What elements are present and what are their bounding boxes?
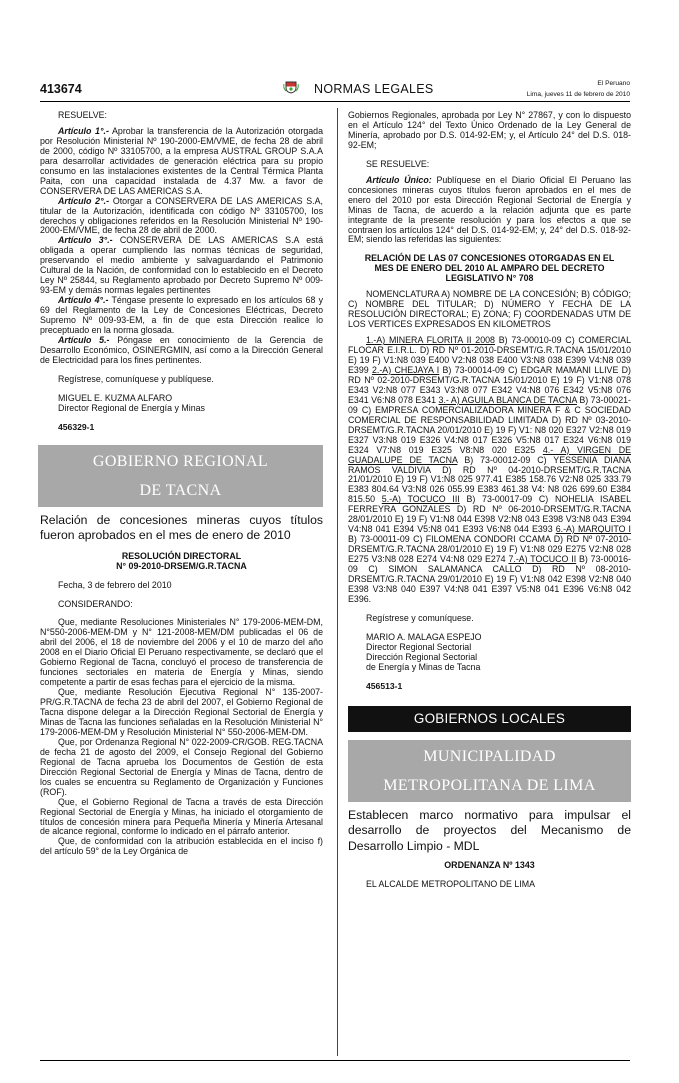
summary-title: Establecen marco normativo para impulsar el desarrollo de proyectos del Mecanismo de Desarrollo Limpio - MDL (348, 807, 631, 853)
coat-of-arms-icon (283, 80, 299, 94)
concession-name: 7.-A) TOCUCO II (508, 554, 577, 565)
resolution-number: N° 09-2010-DRSEM/G.R.TACNA (116, 560, 247, 571)
signer-title: Director Regional Sectorial (366, 641, 472, 652)
relation-title: RELACIÓN DE LAS 07 CONCESIONES OTORGADAS EN EL MES DE ENERO DEL 2010 AL AMPARO DEL DECRETO LEGISLATIVO N° 708 (364, 253, 615, 284)
header-rule (40, 101, 630, 102)
nomenclature: NOMENCLATURA A) NOMBRE DE LA CONCESIÓN; B) CÓDIGO; C) NOMBRE DEL TITULAR; D) NÚMERO Y FECHA DE LA RESOLUCIÓN DIRECTORAL; E) ZONA; F) COORDENADAS UTM DE LOS VERTICES EXPRESADOS EN KILOMETROS (348, 289, 631, 330)
concession-name: 3.- A) AGUILA BLANCA DE TACNA (438, 394, 577, 405)
section-bar-gobiernos-locales: GOBIERNOS LOCALES (348, 706, 631, 732)
ordinance-title: ORDENANZA Nº 1343 (444, 860, 535, 871)
paragraph: Que, mediante Resoluciones Ministeriales N° 179-2006-MEM-DM, N°550-2006-MEM-DM y N° 121-2008-MEM/DM publicadas el 06 de abril del 2006, el 18 de noviembre del 2006 y el 10 de marzo del año 2008 en el Diario Oficial El Peruano respectivamente, se declaró que el Gobierno Regional de Tacna, concluyó el proceso de transferencia de funciones sectoriales en materia de Energía y Minas, siendo competente a partir de esas fechas para el ejercicio de la misma. (40, 617, 323, 688)
notice-code: 456513-1 (366, 680, 403, 691)
se-resuelve-heading: SE RESUELVE: (366, 158, 430, 169)
article-4: Artículo 4°.- Téngase presente lo expresado en los artículos 68 y 69 del Reglamento de la Ley de Concesiones Eléctricas, Decreto Supremo Nº 009-93-EM, a fin de que esta Dirección realice lo preceptuado en la norma glosada. (40, 295, 323, 336)
registrese-line: Regístrese y comuníquese. (366, 612, 474, 623)
page-header (40, 78, 630, 100)
section-banner-gobierno-regional (38, 445, 323, 507)
right-column (348, 111, 631, 890)
footer-rule (40, 1060, 630, 1061)
notice-code: 456329-1 (58, 421, 95, 432)
banner-line-2: DE TACNA (139, 481, 222, 499)
concession-name: 5.-A) TOCUCO III (381, 494, 460, 505)
page-number: 413674 (40, 82, 82, 96)
paragraph: Que, de conformidad con la atribución establecida en el inciso f) del artículo 59° de la Ley Orgánica de (40, 836, 323, 857)
banner-line-1: MUNICIPALIDAD (423, 747, 556, 765)
resuelve-heading: RESUELVE: (58, 110, 107, 120)
paragraph: Que, por Ordenanza Regional N° 022-2009-CR/GOB. REG.TACNA de fecha 21 de agosto del 2009, el Consejo Regional del Gobierno Regional de Tacna aprueba los Documentos de Gestión de esta Dirección Regional Sectorial de Energía y Minas de Tacna, dentro de los cuales se encuentra su Reglamento de Organización y Funciones (ROF). (40, 736, 323, 797)
paragraph-continued: Gobiernos Regionales, aprobada por Ley N° 27867, y con lo dispuesto en el Artículo 124° del Texto Único Ordenado de la Ley General de Minería, aprobado por D.S. 014-92-EM; y, el Artículo 24° del D.S. 018-92-EM; (348, 110, 631, 150)
column-divider (337, 108, 338, 1056)
article-1: Artículo 1°.- Aprobar la transferencia de la Autorización otorgada por Resolución Ministerial Nº 190-2000-EM/VME, de fecha 28 de abril de 2000, código Nº 33105700, a la empresa AUSTRAL GROUP S.A.A para desarrollar actividades de generación eléctrica para su propio consumo en las instalaciones existentes de la Central Térmica Planta Paita, con una capacidad instalada de 4.37 Mw. a favor de CONSERVERA DE LAS AMERICAS S.A. (40, 125, 323, 196)
signer-title: Director Regional de Energía y Minas (58, 402, 205, 413)
concession-name: 4.- A) VIRGEN DE GUADALUPE DE TACNA (348, 444, 631, 465)
concession-name: 6.-A) MARQUITO I (555, 524, 631, 535)
article-3: Artículo 3°.- CONSERVERA DE LAS AMERICAS S.A está obligada a operar cumpliendo las normas técnicas de seguridad, preservando el medio ambiente y salvaguardando el Patrimonio Cultural de la Nación, de conformidad con lo establecido en el Decreto Ley Nº 25844, su Reglamento aprobado por Decreto Supremo Nº 009-93-EM y demás normas legales pertinentes (40, 235, 323, 296)
summary-title: Relación de concesiones mineras cuyos títulos fueron aprobados en el mes de enero de 2010 (40, 512, 323, 543)
registrese-line: Regístrese, comuníquese y publíquese. (58, 373, 214, 384)
signer-title: de Energía y Minas de Tacna (366, 661, 481, 672)
section-banner-municipalidad (348, 740, 631, 802)
article-2: Artículo 2°.- Otorgar a CONSERVERA DE LAS AMERICAS S.A, titular de la Autorización, identificada con código Nº 33105700, los derechos y obligaciones referidos en la Resolución Ministerial Nº 190-2000-EM/VME, de fecha 28 de abril de 2000. (40, 195, 323, 236)
paragraph: Que, mediante Resolución Ejecutiva Regional N° 135-2007-PR/G.R.TACNA de fecha 23 de abril del 2007, el Gobierno Regional de Tacna dispone delegar a la Dirección Regional Sectorial de Energía y Minas de Tacna las funciones señaladas en la Resolución Ministerial N° 179-2006-MEM-DM y Resolución Ministerial N° 550-2006-MEM-DM. (40, 687, 323, 737)
left-column (40, 111, 323, 857)
concession-name: 2.-A) CHEJAYA I (371, 364, 440, 375)
paragraph: Que, el Gobierno Regional de Tacna a través de esta Dirección Regional Sectorial de Energía y Minas, ha iniciado el otorgamiento de títulos de concesión minera para Pequeña Minería y Minería Artesanal de alcance regional, conforme lo indicado en el párrafo anterior. (40, 796, 323, 837)
concessions-list: 1.-A) MINERA FLORITA II 2008 B) 73-00010-09 C) COMERCIAL FLOCAR E.I.R.L. D) RD Nº 01-2010-DRSEMT/G.R.TACNA 15/01/2010 E) 19 F) V1:N8 039 E400 V2:N8 038 E400 V3:N8 038 E399 V4:N8 039 E399 2.-A) CHEJAYA I B) 73-00014-09 C) EDGAR MAMANI LLIVE D) RD Nº 02-2010-DRSEMT/G.R.TACNA 15/01/2010 E) 19 F) V1:N8 078 E343 V2:N8 077 E343 V3:N8 077 E342 V4:N8 076 E342 V5:N8 076 E341 V6:N8 078 E341 3.- A) AGUILA BLANCA DE TACNA B) 73-00021-09 C) EMPRESA COMERCIALIZADORA MINERA F & C SOCIEDAD COMERCIAL DE RESPONSABILIDAD LIMITADA D) RD Nº 03-2010-DRSEMT/G.R.TACNA 20/01/2010 E) 19 F) V1: N8 020 E327 V2:N8 019 E327 V3:N8 019 E326 V4:N8 017 E326 V5:N8 017 E324 V6:N8 019 E324 V7:N8 019 E325 V8:N8 020 E325 4.- A) VIRGEN DE GUADALUPE DE TACNA B) 73-00012-09 C) YESSENIA DIANA RAMOS VALDIVIA D) RD Nº 04-2010-DRSEMT/G.R.TACNA 21/01/2010 E) 19 F) V1:N8 025 977.41 E385 158.76 V2:N8 025 333.79 E383 804.64 V3:N8 026 055.99 E383 461.38 V4: N8 026 699.60 E384 815.50 5.-A) TOCUCO III B) 73-00017-09 C) NOHELIA ISABEL FERREYRA GONZALES D) RD Nº 06-2010-DRSEMT/G.R.TACNA 28/01/2010 E) 19 F) V1:N8 044 E398 V2:N8 043 E398 V3:N8 043 E394 V4:N8 041 E394 V5:N8 041 E393 V6:N8 044 E393 6.-A) MARQUITO I B) 73-00011-09 C) FILOMENA CONDORI CCAMA D) RD Nº 07-2010-DRSEMT/G.R.TACNA 28/01/2010 E) 19 F) V1:N8 029 E275 V2:N8 028 E275 V3:N8 028 E274 V4:N8 029 E274 7.-A) TOCUCO II B) 73-00016-09 C) SIMON SALAMANCA CALLO D) RD Nº 08-2010-DRSEMT/G.R.TACNA 29/01/2010 E) 19 F) V1:N8 042 E398 V2:N8 040 E398 V3:N8 040 E397 V4:N8 041 E397 V5:N8 041 E396 V6:N8 042 E396. (348, 335, 632, 604)
resolution-title: RESOLUCIÓN DIRECTORAL (121, 550, 242, 561)
section-title: NORMAS LEGALES (314, 82, 434, 96)
header-meta (527, 78, 630, 100)
signer-title: Dirección Regional Sectorial (366, 651, 478, 662)
banner-line-1: GOBIERNO REGIONAL (92, 452, 269, 470)
signer-name: MARIO A. MALAGA ESPEJO (366, 631, 482, 642)
issue-date: Lima, jueves 11 de febrero de 2010 (526, 91, 630, 98)
alcalde-line: EL ALCALDE METROPOLITANO DE LIMA (366, 879, 536, 890)
paper-name: El Peruano (597, 80, 630, 87)
resolution-date: Fecha, 3 de febrero del 2010 (58, 579, 172, 590)
concession-name: 1.-A) MINERA FLORITA II 2008 (366, 335, 495, 346)
banner-line-2: METROPOLITANA DE LIMA (383, 776, 596, 794)
article-unico: Artículo Único: Publíquese en el Diario Oficial El Peruano las concesiones mineras cuyos títulos fueron aprobados en el mes de enero del 2010 por esta Dirección Regional Sectorial de Energía y Minas de Tacna, de acuerdo a la relación adjunta que es parte integrante de la presente resolución y para los efectos a que se contraen los artículos 124° del D.S. 014-92-EM; y, 24° del D.S. 018-92-EM; siendo las referidas las siguientes: (348, 174, 631, 245)
signer-name: MIGUEL E. KUZMA ALFARO (58, 392, 173, 403)
considerando-heading: CONSIDERANDO: (58, 598, 133, 609)
article-5: Artículo 5.- Póngase en conocimiento de la Gerencia de Desarrollo Económico, OSINERGMIN, así como a la Dirección General de Electricidad para los fines pertinentes. (40, 334, 323, 365)
